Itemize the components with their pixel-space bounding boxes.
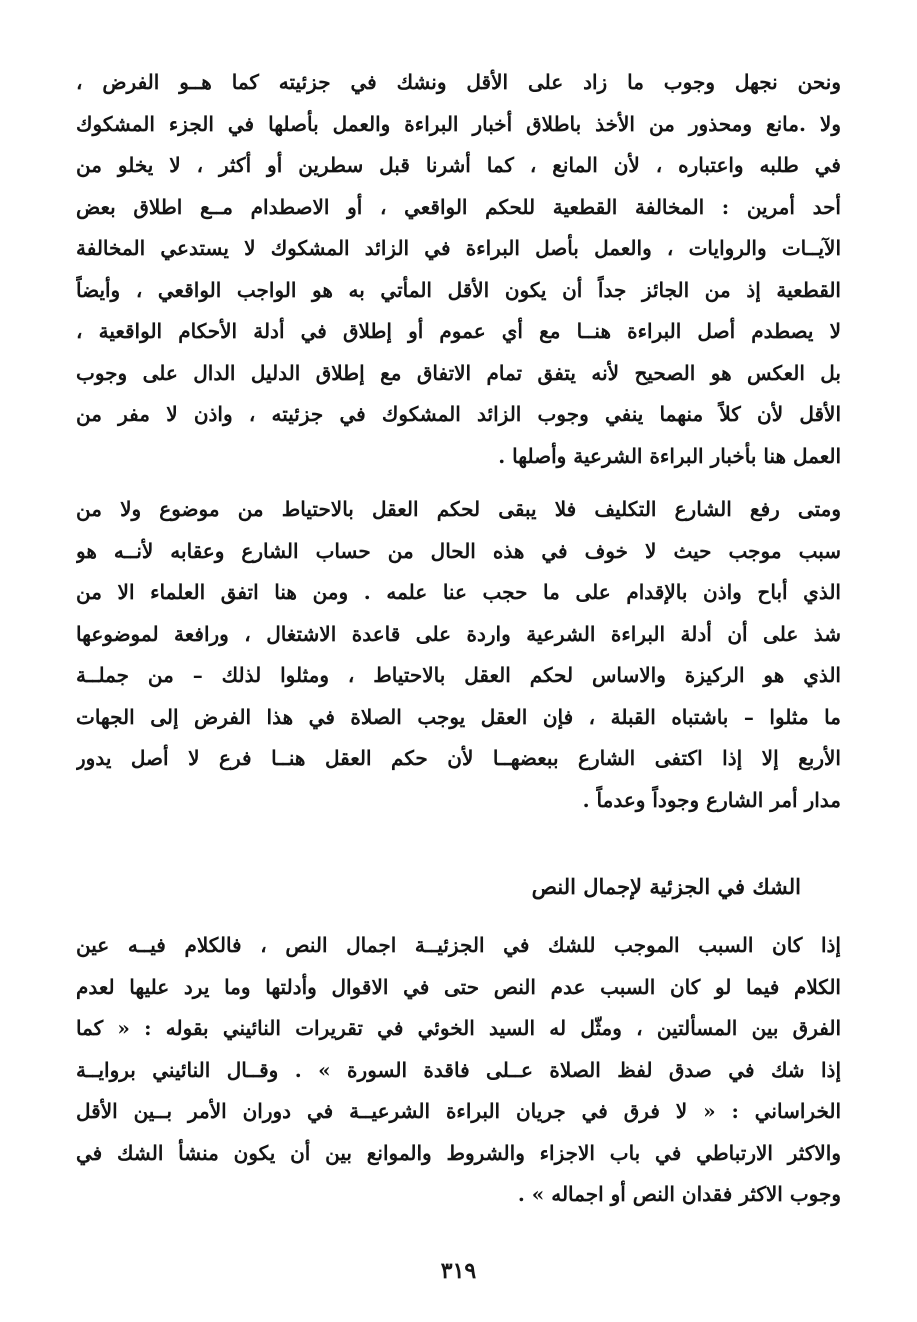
paragraph-2: [76, 489, 841, 821]
text-line: إذا كان السبب الموجب للشك في الجزئيــة اجمال النص ، فالكلام فيــه عين: [76, 933, 841, 957]
heading-gap: [76, 821, 841, 863]
text-line: الآيــات والروايات ، والعمل بأصل البراءة في الزائد المشكوك لا يستدعي المخالفة: [76, 236, 841, 260]
text-line: مدار أمر الشارع وجوداً وعدماً .: [582, 787, 841, 812]
text-line: إذا شك في صدق لفظ الصلاة عــلى فاقدة السورة » . وقــال النائيني بروايــة: [76, 1057, 841, 1082]
text-line: أحد أمرين : المخالفة القطعية للحكم الواقعي ، أو الاصطدام مــع اطلاق بعض: [76, 194, 841, 219]
text-line: ونحن نجهل وجوب ما زاد على الأقل ونشك في جزئيته كما هــو الفرض ،: [76, 70, 841, 94]
paragraph-1: [76, 62, 841, 477]
text-line: الأقل لأن كلاً منهما ينفي وجوب الزائد المشكوك في جزئيته ، واذن لا مفر من: [76, 402, 841, 426]
text-line: وجوب الاكثر فقدان النص أو اجماله » .: [517, 1182, 841, 1206]
text-line: الذي أباح واذن بالإقدام على ما حجب عنا علمه . ومن هنا اتفق العلماء الا من: [76, 580, 841, 604]
text-line: الذي هو الركيزة والاساس لحكم العقل بالاحتياط ، ومثلوا لذلك – من جملــة: [76, 663, 841, 687]
text-line: ولا .مانع ومحذور من الأخذ باطلاق أخبار البراءة والعمل بأصلها في الجزء المشكوك: [76, 111, 841, 136]
paragraph-3: [76, 925, 841, 1216]
text-line: الكلام فيما لو كان السبب عدم النص حتى في الاقوال وأدلتها وما يرد عليها لعدم: [76, 974, 841, 999]
page-body: [76, 62, 841, 1216]
heading-gap: [76, 911, 841, 925]
text-line: والاكثر الارتباطي في باب الاجزاء والشروط والموانع بين أن يكون منشأ الشك في: [76, 1140, 841, 1165]
text-line: الخراساني : « لا فرق في جريان البراءة الشرعيــة في دوران الأمر بــين الأقل: [76, 1099, 841, 1123]
text-line: ومتى رفع الشارع التكليف فلا يبقى لحكم العقل بالاحتياط من موضوع ولا من: [76, 497, 841, 521]
text-line: الفرق بين المسألتين ، ومثّل له السيد الخوئي في تقريرات النائيني بقوله : « كما: [76, 1016, 841, 1040]
text-line: سبب موجب حيث لا خوف في هذه الحال من حساب الشارع وعقابه لأنــه هو: [76, 538, 841, 563]
text-line: القطعية إذ من الجائز جداً أن يكون الأقل المأتي به هو الواجب الواقعي ، وأيضاً: [76, 277, 841, 302]
text-line: العمل هنا بأخبار البراءة الشرعية وأصلها .: [498, 443, 841, 468]
text-line: شذ على أن أدلة البراءة الشرعية واردة على قاعدة الاشتغال ، ورافعة لموضوعها: [76, 621, 841, 646]
page-number: ٣١٩: [440, 1258, 477, 1284]
paragraph-gap: [76, 477, 841, 489]
text-line: الأربع إلا إذا اكتفى الشارع ببعضهــا لأن حكم العقل هنــا فرع لا أصل يدور: [76, 746, 841, 770]
text-line: لا يصطدم أصل البراءة هنــا مع أي عموم أو إطلاق في أدلة الأحكام الواقعية ،: [76, 319, 841, 343]
section-heading: الشك في الجزئية لإجمال النص: [531, 874, 801, 899]
text-line: في طلبه واعتباره ، لأن المانع ، كما أشرنا قبل سطرين أو أكثر ، لا يخلو من: [76, 153, 841, 177]
text-line: بل العكس هو الصحيح لأنه يتفق تمام الاتفاق مع إطلاق الدليل الدال على وجوب: [76, 360, 841, 385]
text-line: ما مثلوا – باشتباه القبلة ، فإن العقل يوجب الصلاة في هذا الفرض إلى الجهات: [76, 704, 841, 729]
